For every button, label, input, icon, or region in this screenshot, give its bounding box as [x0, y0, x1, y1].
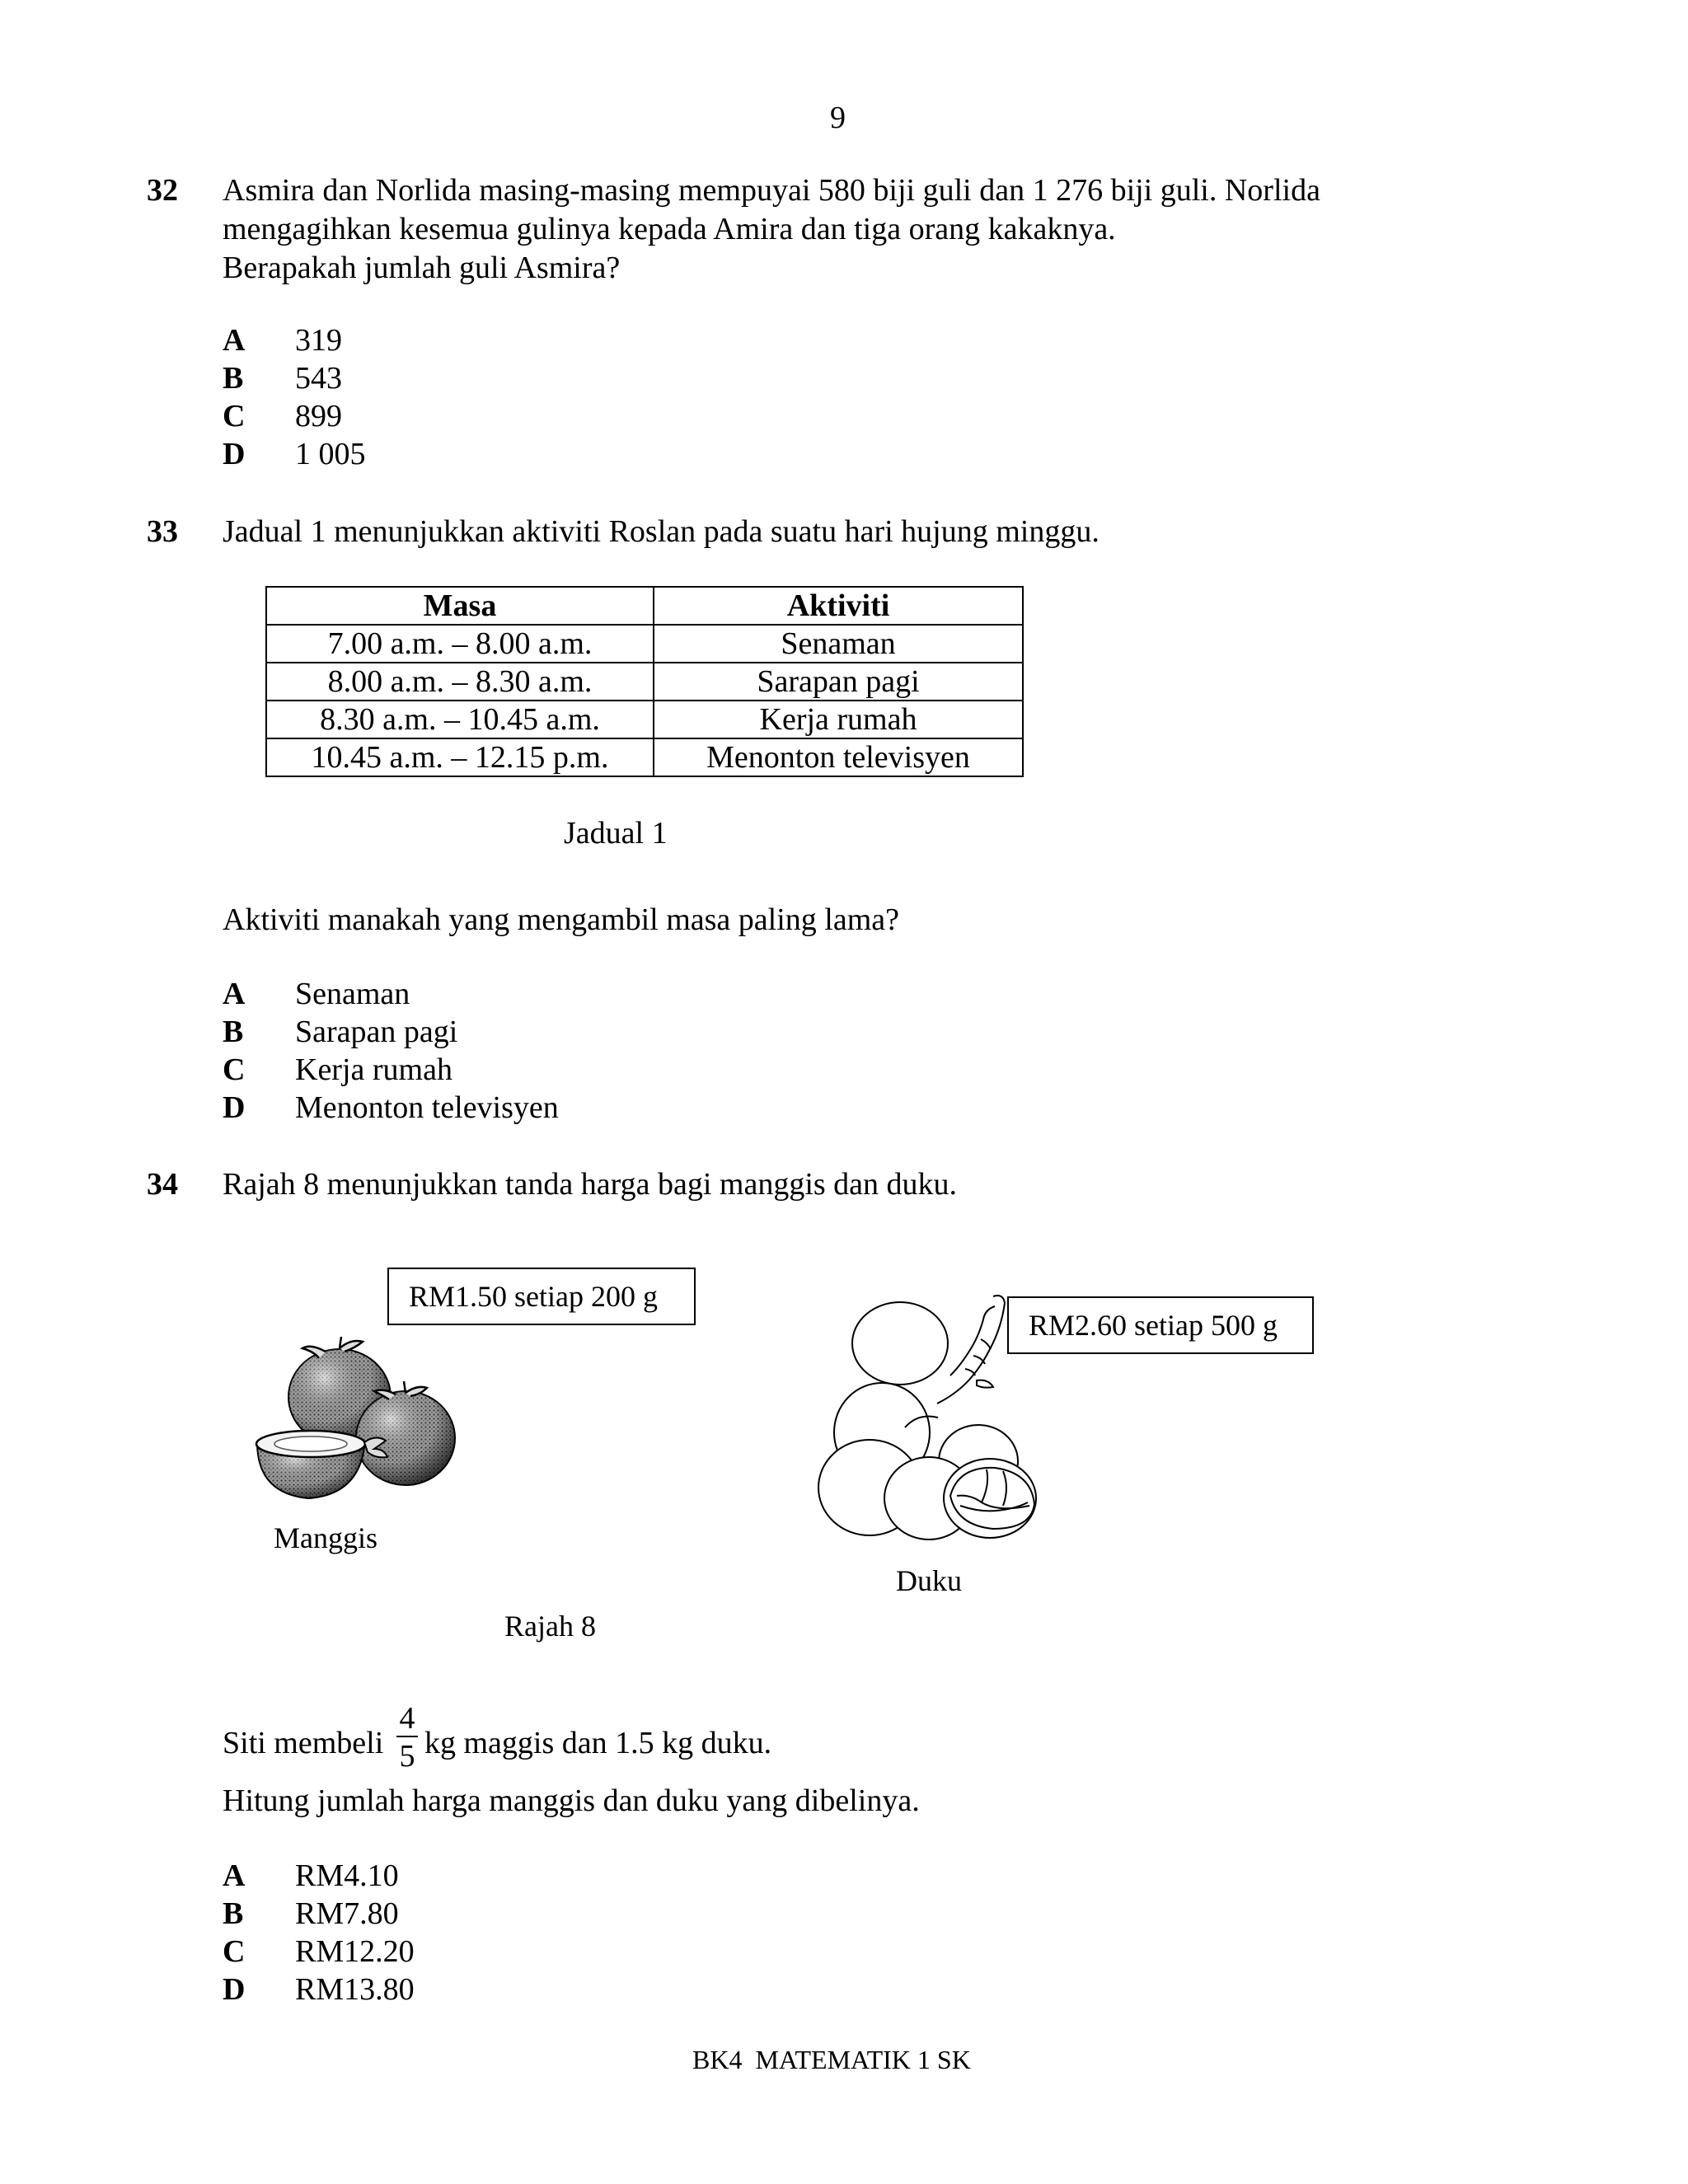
q32-line-1: Asmira dan Norlida masing-masing mempuyai 580 biji guli dan 1 276 biji guli. Norlida [223, 173, 1320, 208]
q34-option-c-letter: C [223, 1934, 246, 1969]
page-footer: BK4 MATEMATIK 1 SK [692, 2045, 971, 2074]
table-cell-masa: 8.00 a.m. – 8.30 a.m. [266, 663, 654, 701]
table-cell-masa: 10.45 a.m. – 12.15 p.m. [266, 738, 654, 776]
q32-option-d-letter: D [223, 437, 246, 471]
table-cell-masa: 7.00 a.m. – 8.00 a.m. [266, 625, 654, 663]
q34-number: 34 [147, 1167, 178, 1202]
fraction-bar [396, 1736, 418, 1737]
table-cell-aktiviti: Menonton televisyen [654, 738, 1023, 776]
q33-option-c-text: Kerja rumah [295, 1052, 452, 1087]
q33-option-c-letter: C [223, 1052, 246, 1087]
q33-intro: Jadual 1 menunjukkan aktiviti Roslan pada suatu hari hujung minggu. [223, 514, 1100, 549]
q34-option-a-text: RM4.10 [295, 1858, 399, 1893]
q34-option-d-letter: D [223, 1972, 246, 2007]
q32-option-c-text: 899 [295, 399, 342, 434]
table-row [266, 738, 1023, 776]
q34-option-a-letter: A [223, 1858, 246, 1893]
table-cell-aktiviti: Kerja rumah [654, 701, 1023, 738]
q32-line-2: mengagihkan kesemua gulinya kepada Amira dan tiga orang kakaknya. [223, 212, 1116, 246]
q34-option-c-text: RM12.20 [295, 1934, 415, 1969]
duku-illustration [812, 1290, 1051, 1549]
table-caption: Jadual 1 [564, 816, 668, 851]
table-header-row [266, 587, 1023, 625]
table-cell-masa: 8.30 a.m. – 10.45 a.m. [266, 701, 654, 738]
table-row [266, 663, 1023, 701]
q34-question-post: kg maggis dan 1.5 kg duku. [424, 1726, 772, 1760]
q34-option-b-text: RM7.80 [295, 1896, 399, 1931]
q32-line-3: Berapakah jumlah guli Asmira? [223, 251, 621, 285]
manggis-illustration [247, 1319, 478, 1525]
q32-option-b-text: 543 [295, 361, 342, 396]
q33-option-a-letter: A [223, 977, 246, 1011]
q33-question: Aktiviti manakah yang mengambil masa paling lama? [223, 902, 899, 937]
q32-number: 32 [147, 173, 178, 208]
table-row [266, 701, 1023, 738]
q32-option-a-letter: A [223, 323, 246, 358]
q32-option-c-letter: C [223, 399, 246, 434]
q33-option-d-letter: D [223, 1090, 246, 1125]
q32-option-a-text: 319 [295, 323, 342, 358]
table-header-masa: Masa [266, 587, 654, 625]
q33-option-b-text: Sarapan pagi [295, 1015, 458, 1049]
q34-option-b-letter: B [223, 1896, 244, 1931]
fraction-numerator: 4 [399, 1701, 415, 1736]
q33-option-d-text: Menonton televisyen [295, 1090, 559, 1125]
q34-question-pre: Siti membeli [223, 1726, 384, 1760]
duku-label: Duku [896, 1564, 962, 1597]
manggis-price-tag: RM1.50 setiap 200 g [387, 1268, 696, 1325]
table-row [266, 625, 1023, 663]
q34-intro: Rajah 8 menunjukkan tanda harga bagi manggis dan duku. [223, 1167, 958, 1202]
figure-caption: Rajah 8 [504, 1610, 596, 1643]
page-number: 9 [830, 101, 846, 135]
table-header-aktiviti: Aktiviti [654, 587, 1023, 625]
q34-option-d-text: RM13.80 [295, 1972, 415, 2007]
fraction-denominator: 5 [399, 1739, 415, 1774]
duku-price-tag: RM2.60 setiap 500 g [1007, 1296, 1314, 1354]
q32-option-b-letter: B [223, 361, 244, 396]
q33-option-b-letter: B [223, 1015, 244, 1049]
q33-option-a-text: Senaman [295, 977, 410, 1011]
jadual-1-table [265, 586, 1024, 777]
q34-question-2: Hitung jumlah harga manggis dan duku yang dibelinya. [223, 1783, 920, 1818]
table-cell-aktiviti: Sarapan pagi [654, 663, 1023, 701]
manggis-label: Manggis [274, 1521, 377, 1554]
q33-number: 33 [147, 514, 178, 549]
table-cell-aktiviti: Senaman [654, 625, 1023, 663]
q32-option-d-text: 1 005 [295, 437, 366, 471]
